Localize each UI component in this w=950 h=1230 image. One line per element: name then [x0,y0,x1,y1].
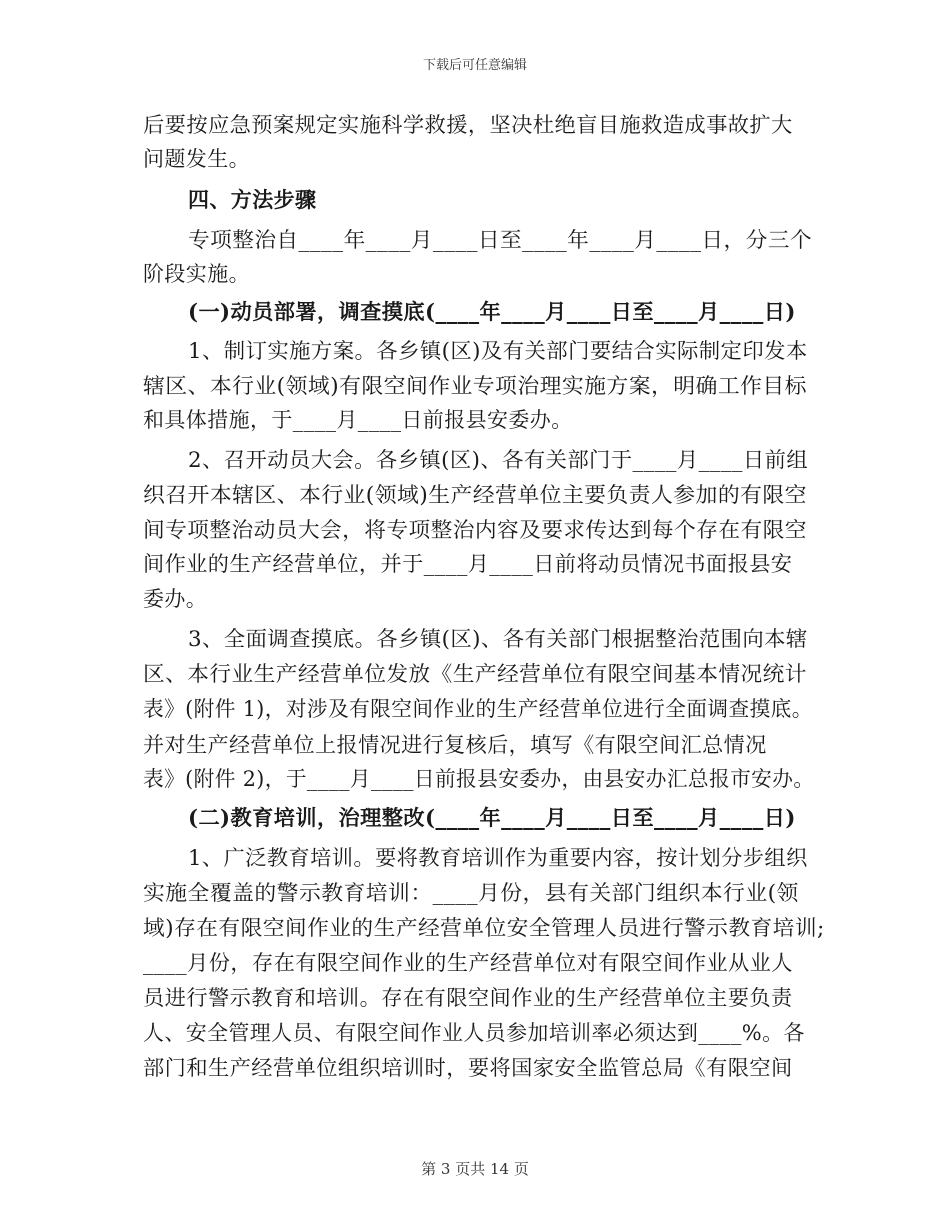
section-heading: (一)动员部署，调查摸底(____年____月____日至____月____日) [188,299,796,324]
body-text-line: 1、广泛教育培训。要将教育培训作为重要内容，按计划分步组织 [188,846,808,870]
body-text-line: 表》(附件 1)，对涉及有限空间作业的生产经营单位进行全面调查摸底。 [143,697,813,721]
body-text-line: 1、制订实施方案。各乡镇(区)及有关部门要结合实际制定印发本 [188,339,808,363]
body-text-line: 辖区、本行业(领域)有限空间作业专项治理实施方案，明确工作目标 [143,374,807,398]
body-text-line: 织召开本辖区、本行业(领域)生产经营单位主要负责人参加的有限空 [143,483,807,507]
section-heading: 四、方法步骤 [188,187,317,212]
body-text-line: 实施全覆盖的警示教育培训：____月份，县有关部门组织本行业(领 [143,881,799,905]
body-text-line: 间专项整治动员大会，将专项整治内容及要求传达到每个存在有限空 [143,518,807,542]
body-text-line: 部门和生产经营单位组织培训时，要将国家安全监管总局《有限空间 [143,1056,793,1080]
body-text-line: 域)存在有限空间作业的生产经营单位安全管理人员进行警示教育培训; [143,916,825,940]
body-text-line: 3、全面调查摸底。各乡镇(区)、各有关部门根据整治范围向本辖 [188,627,808,651]
body-text-line: 区、本行业生产经营单位发放《生产经营单位有限空间基本情况统计 [143,662,807,686]
body-text-line: 专项整治自____年____月____日至____年____月____日，分三个 [188,228,812,252]
body-text-line: 阶段实施。 [143,262,250,286]
body-text-line: 表》(附件 2)，于____月____日前报县安委办，由县安办汇总报市安办。 [143,767,815,791]
body-text-line: 问题发生。 [143,147,250,171]
body-text-line: 员进行警示教育和培训。存在有限空间作业的生产经营单位主要负责 [143,986,793,1010]
body-text-line: 后要按应急预案规定实施科学救援，坚决杜绝盲目施救造成事故扩大 [143,113,793,137]
section-heading: (二)教育培训，治理整改(____年____月____日至____月____日) [188,805,796,830]
body-text-line: ____月份，存在有限空间作业的生产经营单位对有限空间作业从业人 [143,951,793,975]
body-text-line: 间作业的生产经营单位，并于____月____日前将动员情况书面报县安 [143,552,793,576]
page-header: 下载后可任意编辑 [422,58,527,73]
body-text-line: 和具体措施，于____月____日前报县安委办。 [143,408,573,432]
body-text-line: 委办。 [143,587,208,611]
page-footer: 第 3 页共 14 页 [421,1160,529,1178]
body-text-line: 并对生产经营单位上报情况进行复核后，填写《有限空间汇总情况 [143,733,767,757]
body-text-line: 2、召开动员大会。各乡镇(区)、各有关部门于____月____日前组 [188,448,809,472]
body-text-line: 人、安全管理人员、有限空间作业人员参加培训率必须达到____%。各 [143,1021,805,1045]
